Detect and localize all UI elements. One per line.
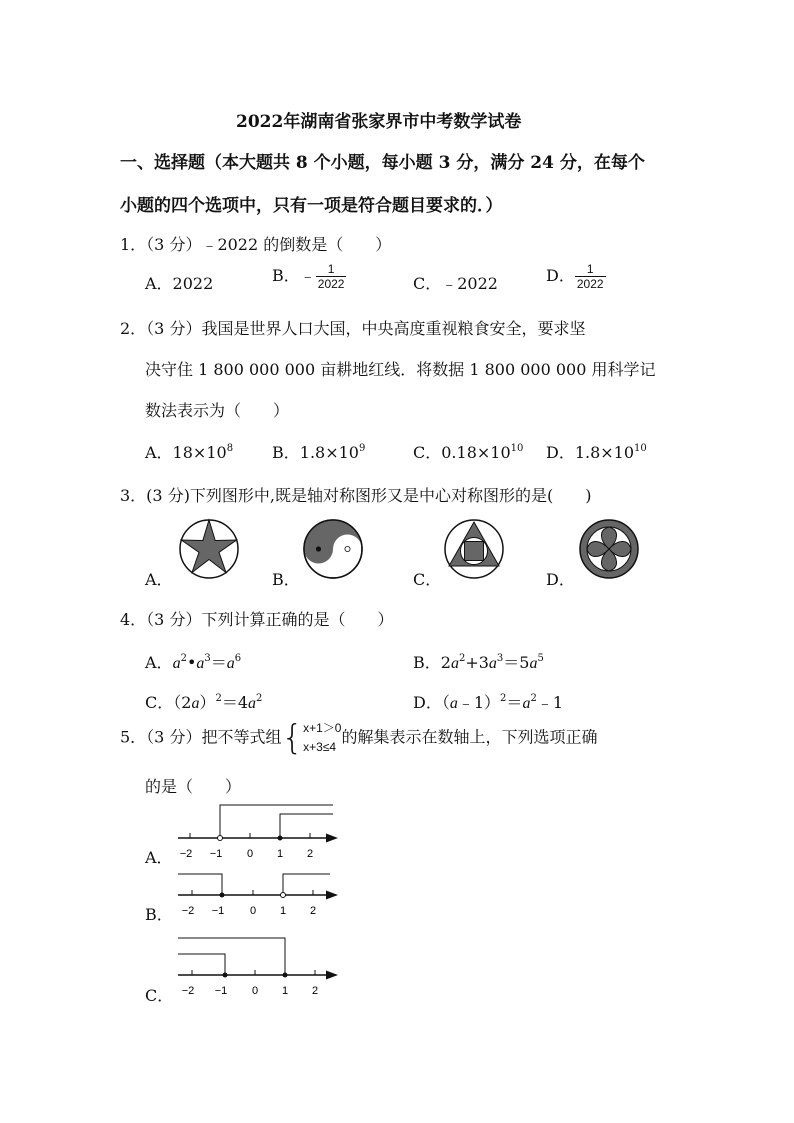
q2-stem-line3: 数法表示为（ ） (145, 401, 290, 420)
q2-option-b-exponent: 9 (358, 443, 366, 454)
q2-option-b (272, 440, 365, 463)
section-heading-line2: 小题的四个选项中，只有一项是符合题目要求的．） (120, 196, 503, 216)
q1-option-d (546, 262, 606, 291)
q2-stem-line2: 决守住 1 800 000 000 亩耕地红线．将数据 1 800 000 000 用科学记 (145, 360, 656, 379)
star-in-circle-figure (178, 518, 240, 580)
q2-option-b-base: B．1.8×10 (272, 443, 359, 462)
q1-option-b (272, 262, 346, 291)
axis-arrow (326, 971, 338, 980)
q1-stem: 1．（3 分）﹣2022 的倒数是（ ） (120, 235, 392, 254)
closed-dot (278, 836, 283, 841)
triangle-square-circle-figure (443, 518, 505, 580)
q2-option-d-base: D．1.8×10 (546, 443, 635, 462)
q1-option-b-denominator: 2022 (317, 277, 345, 291)
q3-option-b-label: B． (272, 570, 300, 589)
q4-option-a-label: A． (145, 653, 173, 672)
q2-option-a (145, 440, 233, 463)
q1-option-a: A．2022 (145, 274, 214, 293)
closed-dot (220, 893, 225, 898)
section-heading-line1: 一、选择题（本大题共 8 个小题，每小题 3 分，满分 24 分，在每个 (120, 153, 645, 173)
q1-option-b-numerator: 1 (316, 262, 347, 277)
q1-option-d-denominator: 2022 (576, 277, 604, 291)
tick-label: 0 (251, 985, 259, 997)
q2-stem-line1: 2．（3 分）我国是世界人口大国，中央高度重视粮食安全，要求坚 (120, 319, 586, 338)
q5-stem-line1 (120, 719, 597, 757)
tick-label: 2 (311, 985, 319, 997)
q3-option-c-label: C． (413, 570, 442, 589)
q1-option-b-sign: ﹣ (299, 266, 316, 285)
closed-dot (223, 973, 228, 978)
tick-label: 2 (306, 848, 314, 860)
axis-arrow (326, 834, 338, 843)
tick-label: −2 (179, 848, 193, 860)
q4-option-d-label: D． (413, 693, 442, 712)
q4-option-b-label: B． (413, 653, 441, 672)
q5-option-b-label: B． (145, 905, 173, 924)
q4-option-c: C．$(2a)^2=4a^2$ (145, 693, 263, 712)
q1-option-d-fraction (575, 262, 606, 291)
tick-label: −1 (214, 985, 228, 997)
q1-option-d-label: D． (546, 266, 575, 285)
tick-label: 1 (276, 848, 284, 860)
q3-option-a-label: A． (145, 570, 173, 589)
tick-label: 1 (279, 905, 287, 917)
exam-title: 2022年湖南省张家界市中考数学试卷 (236, 112, 522, 132)
tick-label: −1 (211, 905, 225, 917)
q2-option-d-exponent: 10 (634, 443, 647, 454)
inequality-system (303, 719, 341, 757)
tick-label: −2 (181, 985, 195, 997)
yin-yang-figure (302, 518, 364, 580)
number-line-b (170, 862, 345, 922)
number-line-a (170, 798, 345, 866)
tick-label: 0 (249, 905, 257, 917)
q2-option-c-exponent: 10 (510, 443, 524, 454)
open-dot (218, 836, 223, 841)
q4-option-c-label: C． (145, 693, 174, 712)
left-brace-icon: { (281, 718, 304, 758)
tick-label: 0 (246, 848, 254, 860)
inner-square (465, 542, 484, 561)
solution-ray-lower (280, 814, 333, 838)
q2-option-c-base: C．0.18×10 (413, 443, 511, 462)
q4-option-b: B．$2a^2+3a^3=5a^5$ (413, 653, 544, 672)
closed-dot (283, 973, 288, 978)
q2-option-a-base: A．18×10 (145, 443, 227, 462)
tick-label: −2 (181, 905, 195, 917)
q2-option-c (413, 440, 523, 463)
four-petal-flower-figure (578, 518, 640, 580)
solution-ray-lower (178, 954, 225, 975)
tick-label: −1 (209, 848, 223, 860)
q1-option-b-fraction (316, 262, 347, 291)
q3-option-d-label: D． (546, 570, 575, 589)
solution-ray-left (178, 874, 222, 895)
q1-option-d-numerator: 1 (575, 262, 606, 277)
yin-yang-light-dot (345, 546, 350, 551)
q4-option-d: D．$(a﹣1)^2=a^2﹣1$ (413, 693, 563, 712)
q5-stem-pre: 5．（3 分）把不等式组 (120, 727, 282, 747)
number-line-c (170, 930, 345, 1002)
tick-label: 1 (281, 985, 289, 997)
solution-ray-right (283, 874, 330, 895)
q4-option-a: A．$a^2•a^3=a^6$ (145, 653, 242, 672)
q5-option-c-label: C． (145, 986, 174, 1005)
open-dot (281, 893, 286, 898)
solution-ray-upper (220, 805, 333, 838)
q2-option-d (546, 440, 647, 463)
q1-option-c: C．﹣2022 (413, 274, 498, 293)
q1-option-b-label: B． (272, 266, 300, 285)
q5-stem-line2: 的是（ ） (145, 777, 242, 796)
q2-option-a-exponent: 8 (226, 443, 234, 454)
inequality-2: x+3≤4 (303, 740, 337, 754)
q4-stem: 4．（3 分）下列计算正确的是（ ） (120, 610, 394, 629)
inequality-1: x+1＞0 (303, 721, 342, 735)
axis-arrow (326, 891, 338, 900)
solution-ray-upper (178, 938, 285, 975)
q5-option-a-label: A． (145, 848, 173, 867)
yin-yang-dark-dot (316, 546, 321, 551)
q3-stem: 3．(3 分)下列图形中,既是轴对称图形又是中心对称图形的是( ) (120, 486, 592, 505)
q5-stem-post: 的解集表示在数轴上，下列选项正确 (341, 727, 598, 747)
tick-label: 2 (309, 905, 317, 917)
